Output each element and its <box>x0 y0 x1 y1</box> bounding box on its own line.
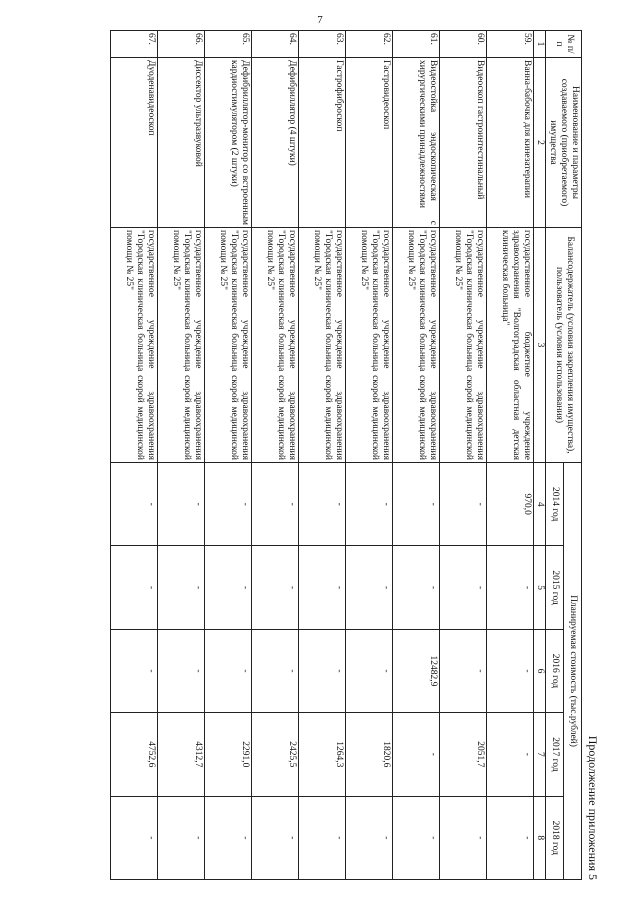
cost-value: - <box>205 463 252 546</box>
item-owner: государственное учреждение здравоохранения "Городская клиническая больница скорой медицинской помощи № 25" <box>111 228 158 463</box>
cost-value: - <box>252 463 299 546</box>
item-owner: государственное учреждение здравоохранения "Городская клиническая больница скорой медицинской помощи № 25" <box>299 228 346 463</box>
cost-value: - <box>440 546 487 629</box>
cost-value: - <box>393 463 440 546</box>
cost-value: - <box>111 463 158 546</box>
header-row <box>564 31 582 880</box>
row-number: 66. <box>158 31 205 58</box>
cost-value: - <box>158 546 205 629</box>
header-year: 2015 год <box>546 546 564 629</box>
index-row <box>534 31 546 880</box>
row-number: 61. <box>393 31 440 58</box>
cost-value: - <box>158 463 205 546</box>
table-row <box>440 31 487 880</box>
item-owner: государственное учреждение здравоохранения "Городская клиническая больница скорой медицинской помощи № 25" <box>346 228 393 463</box>
cost-value: - <box>111 546 158 629</box>
cost-value: 1264,3 <box>299 713 346 796</box>
index-cell: 6 <box>534 629 546 712</box>
header-year: 2016 год <box>546 629 564 712</box>
header-year: 2017 год <box>546 713 564 796</box>
table-row <box>111 31 158 880</box>
cost-value: - <box>393 546 440 629</box>
item-owner: государственное учреждение здравоохранения "Городская клиническая больница скорой медицинской помощи № 25" <box>205 228 252 463</box>
item-name: Гастрофиброскоп <box>299 58 346 228</box>
table-row <box>252 31 299 880</box>
cost-value: - <box>158 629 205 712</box>
cost-value: - <box>299 463 346 546</box>
cost-value: - <box>487 546 534 629</box>
cost-value: 4752,6 <box>111 713 158 796</box>
cost-value: - <box>440 629 487 712</box>
table-row <box>205 31 252 880</box>
table-row <box>158 31 205 880</box>
item-name: Дуоденавидеоскоп <box>111 58 158 228</box>
cost-value: - <box>205 796 252 879</box>
cost-value: - <box>111 629 158 712</box>
header-owner: Балансодержатель (условия закрепления имущества), пользователь (условия использования) <box>546 228 582 463</box>
row-number: 59. <box>487 31 534 58</box>
continuation-title: Продолжение приложения 5 <box>586 735 600 880</box>
item-owner: государственное учреждение здравоохранения "Городская клиническая больница скорой медицинской помощи № 25" <box>158 228 205 463</box>
table-row <box>346 31 393 880</box>
row-number: 67. <box>111 31 158 58</box>
cost-value: - <box>346 629 393 712</box>
item-name: Дефибриллятор (4 штуки) <box>252 58 299 228</box>
table-row <box>487 31 534 880</box>
cost-value: - <box>111 796 158 879</box>
cost-value: 2425,5 <box>252 713 299 796</box>
header-year: 2018 год <box>546 796 564 879</box>
cost-value: - <box>393 796 440 879</box>
cost-value: - <box>252 796 299 879</box>
index-cell: 7 <box>534 713 546 796</box>
rotated-page <box>40 30 600 880</box>
cost-value: - <box>205 546 252 629</box>
header-cost-group: Планируемая стоимость (тыс.рублей) <box>564 463 582 880</box>
cost-value: 1820,6 <box>346 713 393 796</box>
cost-value: - <box>158 796 205 879</box>
item-name: Диссектор ультразвуковой <box>158 58 205 228</box>
row-number: 60. <box>440 31 487 58</box>
header-num: № п/п <box>546 31 582 58</box>
item-name: Видеостойка эндоскопическая с хирургическими принадлежностями <box>393 58 440 228</box>
cost-value: 4312,7 <box>158 713 205 796</box>
cost-value: - <box>299 796 346 879</box>
cost-value: - <box>487 629 534 712</box>
table-row <box>393 31 440 880</box>
row-number: 62. <box>346 31 393 58</box>
cost-value: - <box>346 463 393 546</box>
item-name: Гастровидеоскоп <box>346 58 393 228</box>
cost-value: - <box>440 463 487 546</box>
row-number: 64. <box>252 31 299 58</box>
header-name: Наименование и параметры создаваемого (приобретаемого) имущества <box>546 58 582 228</box>
cost-value: - <box>440 796 487 879</box>
header-year: 2014 год <box>546 463 564 546</box>
cost-value: - <box>346 796 393 879</box>
cost-value: 970,0 <box>487 463 534 546</box>
item-name: Видеоскоп гастроинтестинальный <box>440 58 487 228</box>
cost-value: 2051,7 <box>440 713 487 796</box>
index-cell: 1 <box>534 31 546 58</box>
cost-value: - <box>393 713 440 796</box>
item-owner: государственное учреждение здравоохранения "Городская клиническая больница скорой медицинской помощи № 25" <box>393 228 440 463</box>
index-cell: 3 <box>534 228 546 463</box>
cost-value: - <box>346 546 393 629</box>
cost-value: - <box>299 629 346 712</box>
cost-value: - <box>252 546 299 629</box>
item-owner: государственное учреждение здравоохранения "Городская клиническая больница скорой медицинской помощи № 25" <box>440 228 487 463</box>
cost-value: - <box>252 629 299 712</box>
item-owner: государственное бюджетное учреждение здравоохранения "Волгоградская областная детская клиническая больница" <box>487 228 534 463</box>
cost-value: - <box>205 629 252 712</box>
item-name: Ванна-бабочка для кинезатерапии <box>487 58 534 228</box>
cost-value: - <box>299 546 346 629</box>
index-cell: 4 <box>534 463 546 546</box>
index-cell: 2 <box>534 58 546 228</box>
index-cell: 5 <box>534 546 546 629</box>
property-table <box>110 30 582 880</box>
table-row <box>299 31 346 880</box>
item-owner: государственное учреждение здравоохранения "Городская клиническая больница скорой медицинской помощи № 25" <box>252 228 299 463</box>
cost-value: 12482,9 <box>393 629 440 712</box>
cost-value: - <box>487 713 534 796</box>
item-name: Дефибриллятор-монитор со встроенным кардиостимулятором (2 штуки) <box>205 58 252 228</box>
index-cell: 8 <box>534 796 546 879</box>
row-number: 65. <box>205 31 252 58</box>
cost-value: - <box>487 796 534 879</box>
table-body <box>111 31 534 880</box>
cost-value: 2291,0 <box>205 713 252 796</box>
row-number: 63. <box>299 31 346 58</box>
page-number: 7 <box>317 14 323 26</box>
